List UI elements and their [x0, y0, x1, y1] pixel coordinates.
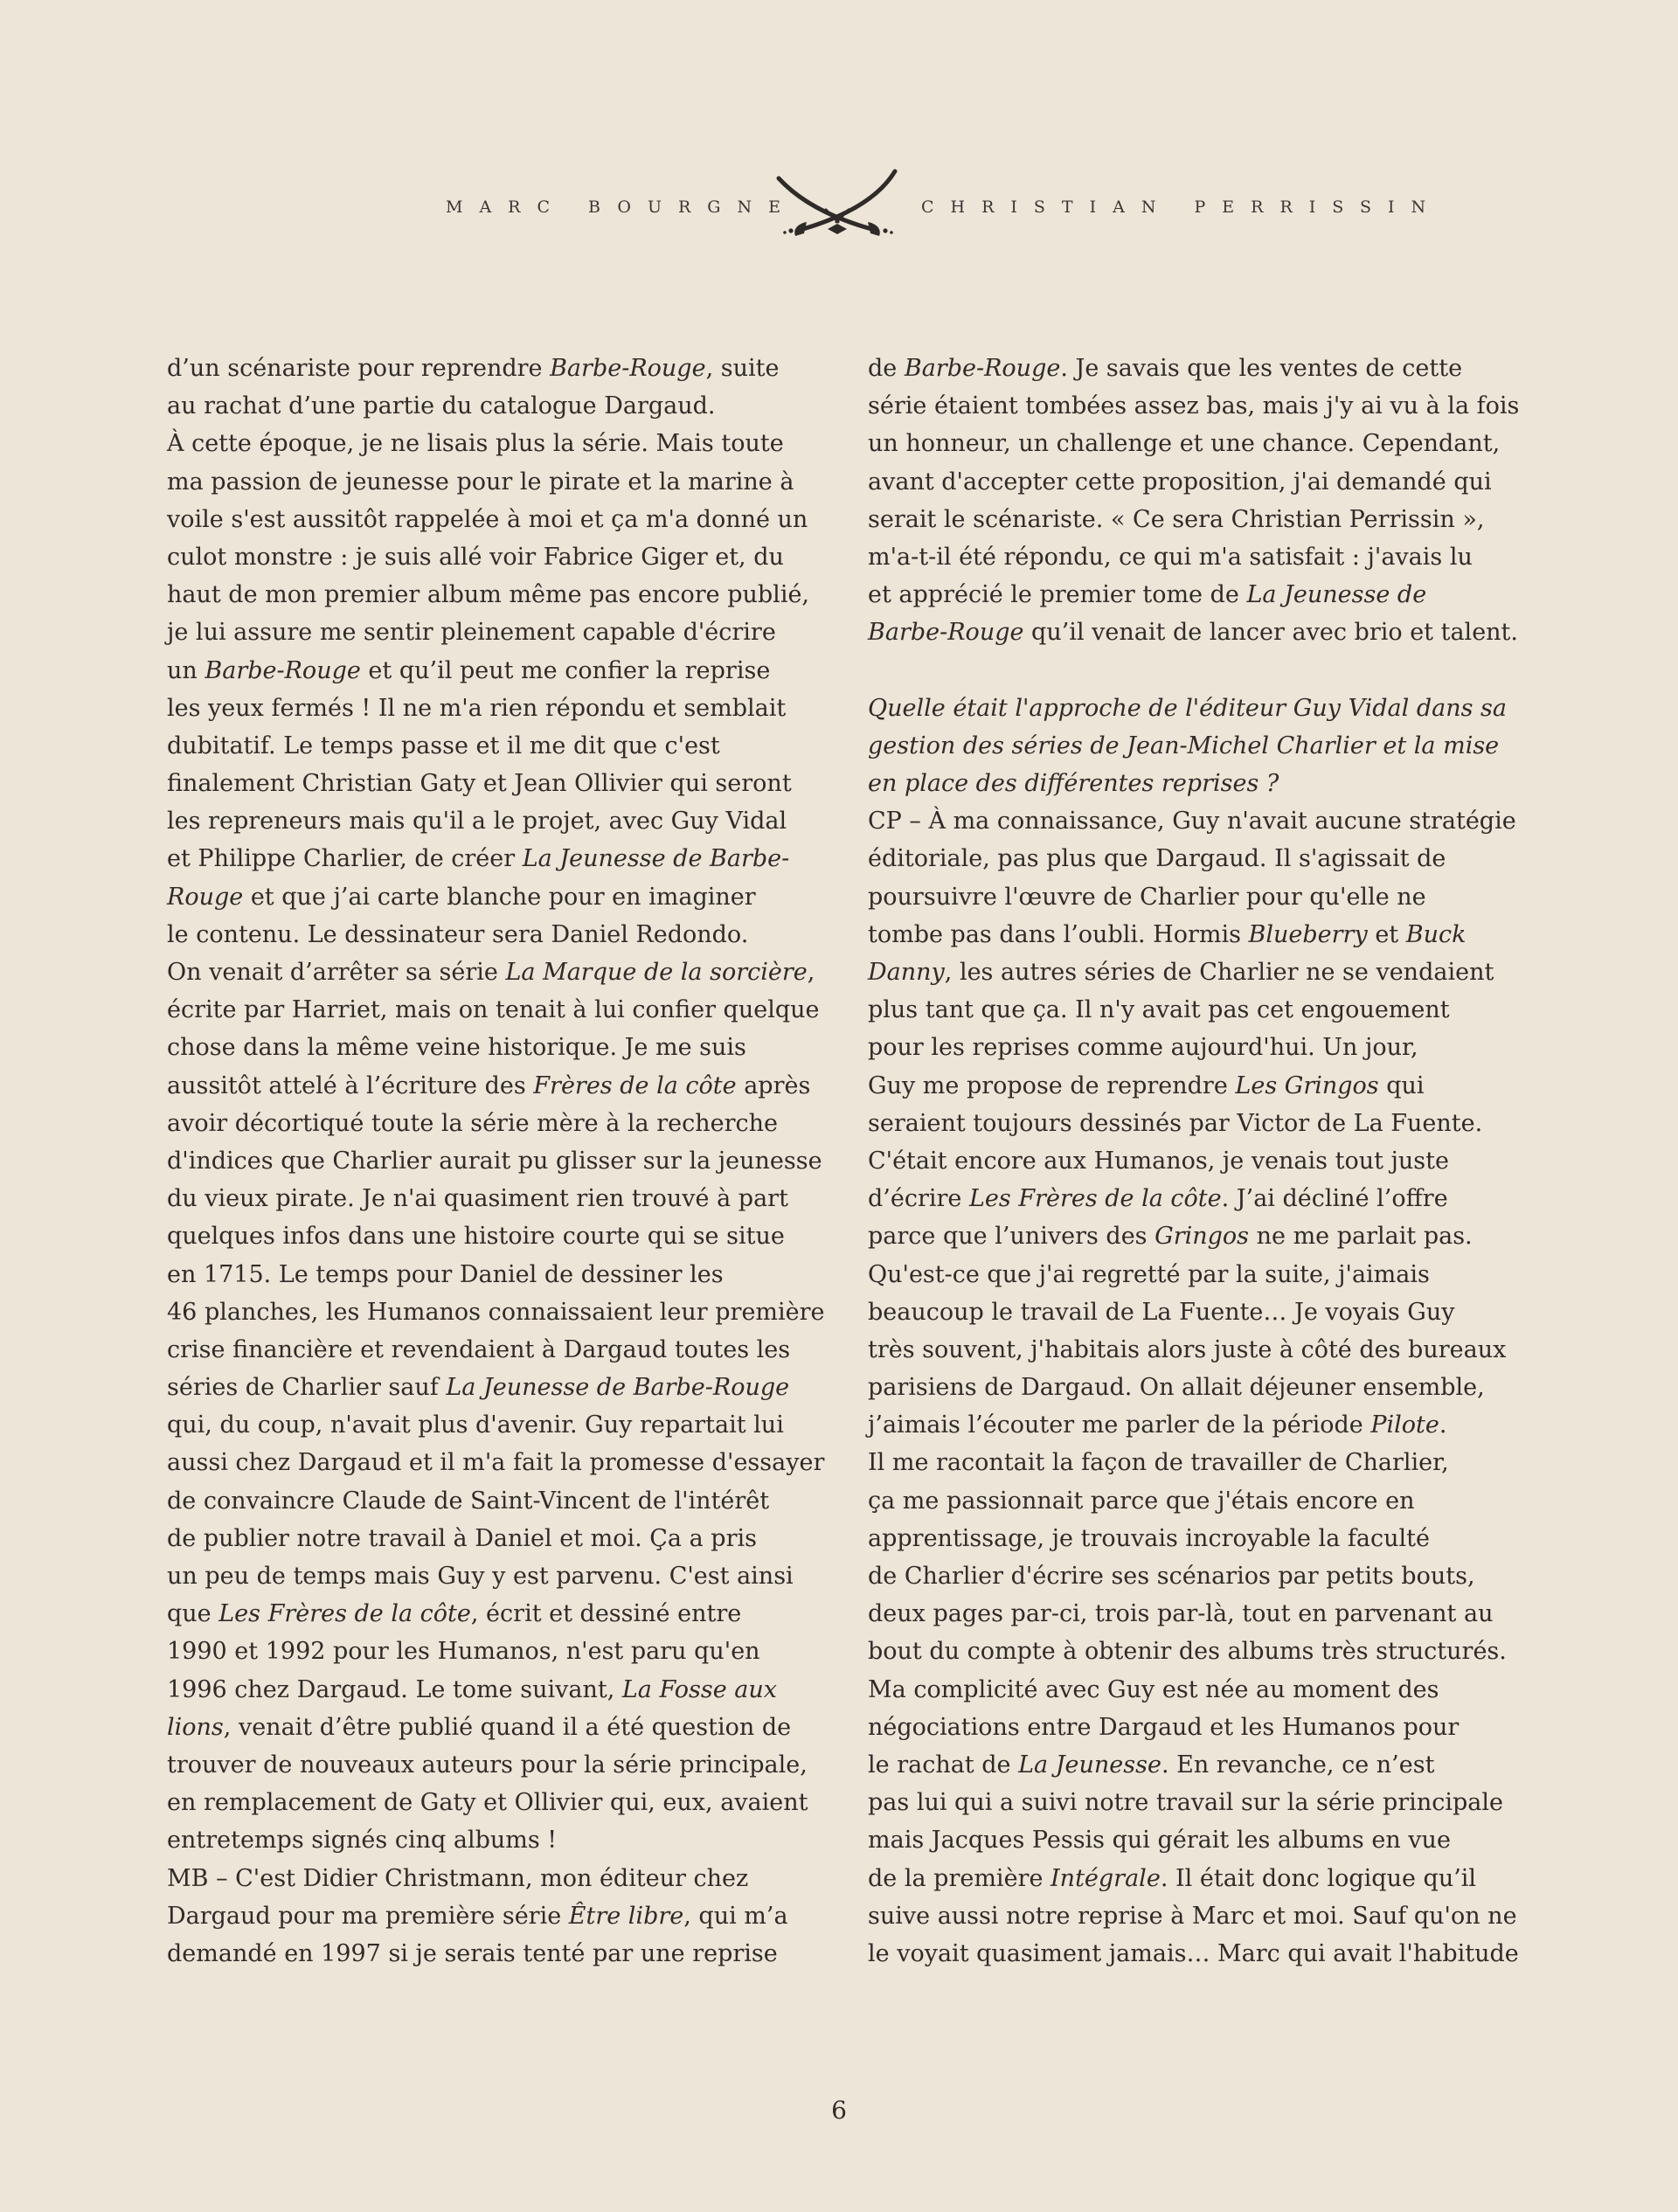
- text-line: mais Jacques Pessis qui gérait les albums en vue: [868, 1827, 1451, 1855]
- text-line: lions, venait d’être publié quand il a été question de: [167, 1713, 792, 1741]
- text-line: aussi chez Dargaud et il m'a fait la promesse d'essayer: [167, 1449, 825, 1477]
- text-line: Dargaud pour ma première série Être libre, qui m’a: [167, 1902, 788, 1930]
- text-line: en 1715. Le temps pour Daniel de dessiner les: [167, 1260, 724, 1288]
- text-line: ma passion de jeunesse pour le pirate et la marine à: [167, 468, 794, 496]
- text-line: m'a-t-il été répondu, ce qui m'a satisfait : j'avais lu: [868, 543, 1473, 571]
- text-line: d’écrire Les Frères de la côte. J’ai décliné l’offre: [868, 1185, 1448, 1213]
- interview-question: Quelle était l'approche de l'éditeur Guy Vidal dans sa: [868, 694, 1508, 722]
- text-line: deux pages par-ci, trois par-là, tout en parvenant au: [868, 1600, 1494, 1628]
- text-line: très souvent, j'habitais alors juste à côté des bureaux: [868, 1335, 1507, 1363]
- text-line: beaucoup le travail de La Fuente… Je voyais Guy: [868, 1298, 1455, 1326]
- text-line: je lui assure me sentir pleinement capable d'écrire: [167, 619, 776, 647]
- text-line: Guy me propose de reprendre Les Gringos qui: [868, 1071, 1425, 1099]
- text-line: un Barbe-Rouge et qu’il peut me confier la reprise: [167, 656, 771, 684]
- text-line: éditoriale, pas plus que Dargaud. Il s'agissait de: [868, 845, 1446, 873]
- text-line: parce que l’univers des Gringos ne me parlait pas.: [868, 1223, 1473, 1251]
- text-line: le voyait quasiment jamais… Marc qui avait l'habitude: [868, 1939, 1519, 1967]
- text-line: suive aussi notre reprise à Marc et moi. Sauf qu'on ne: [868, 1902, 1517, 1930]
- crossed-sabres-icon: [773, 166, 900, 240]
- text-line: haut de mon premier album même pas encore publié,: [167, 581, 810, 609]
- text-line: Danny, les autres séries de Charlier ne se vendaient: [868, 959, 1494, 986]
- interview-question: gestion des séries de Jean-Michel Charlier et la mise: [868, 732, 1500, 759]
- text-line: finalement Christian Gaty et Jean Ollivier qui seront: [167, 770, 792, 798]
- text-line: pour les reprises comme aujourd'hui. Un jour,: [868, 1034, 1418, 1062]
- text-line: C'était encore aux Humanos, je venais tout juste: [868, 1147, 1449, 1175]
- text-line: apprentissage, je trouvais incroyable la faculté: [868, 1524, 1430, 1552]
- text-line: du vieux pirate. Je n'ai quasiment rien trouvé à part: [167, 1185, 788, 1213]
- text-line: 1996 chez Dargaud. Le tome suivant, La Fosse aux: [167, 1675, 777, 1703]
- text-line: 46 planches, les Humanos connaissaient leur première: [167, 1298, 825, 1326]
- text-line: serait le scénariste. « Ce sera Christian Perrissin »,: [868, 505, 1485, 533]
- text-column-right: [868, 350, 1541, 1973]
- text-line: Rouge et que j’ai carte blanche pour en imaginer: [167, 883, 756, 911]
- text-line: de Charlier d'écrire ses scénarios par petits bouts,: [868, 1563, 1475, 1590]
- text-line: Ma complicité avec Guy est née au moment des: [868, 1675, 1439, 1703]
- text-line: crise financière et revendaient à Dargaud toutes les: [167, 1335, 791, 1363]
- text-line: le contenu. Le dessinateur sera Daniel Redondo.: [167, 920, 749, 948]
- text-line: On venait d’arrêter sa série La Marque de la sorcière,: [167, 959, 815, 986]
- text-line: bout du compte à obtenir des albums très structurés.: [868, 1638, 1507, 1666]
- text-line: avoir décortiqué toute la série mère à la recherche: [167, 1109, 778, 1137]
- text-line: au rachat d’une partie du catalogue Dargaud.: [167, 392, 716, 420]
- running-header: [0, 166, 1678, 245]
- text-line: parisiens de Dargaud. On allait déjeuner ensemble,: [868, 1374, 1485, 1402]
- text-line: chose dans la même veine historique. Je me suis: [167, 1034, 746, 1062]
- text-line: et apprécié le premier tome de La Jeunesse de: [868, 581, 1427, 609]
- text-line: trouver de nouveaux auteurs pour la série principale,: [167, 1751, 808, 1779]
- text-line: entretemps signés cinq albums !: [167, 1827, 558, 1855]
- text-line: série étaient tombées assez bas, mais j'y ai vu à la fois: [868, 392, 1520, 420]
- text-line: poursuivre l'œuvre de Charlier pour qu'elle ne: [868, 883, 1426, 911]
- text-line: 1990 et 1992 pour les Humanos, n'est paru qu'en: [167, 1638, 760, 1666]
- text-line: Il me racontait la façon de travailler de Charlier,: [868, 1449, 1449, 1477]
- text-line: d'indices que Charlier aurait pu glisser sur la jeunesse: [167, 1147, 822, 1175]
- paragraph-spacer: [868, 652, 1541, 690]
- text-line: CP – À ma connaissance, Guy n'avait aucune stratégie: [868, 808, 1516, 836]
- text-line: que Les Frères de la côte, écrit et dessiné entre: [167, 1600, 742, 1628]
- text-line: À cette époque, je ne lisais plus la série. Mais toute: [167, 430, 784, 458]
- text-line: MB – C'est Didier Christmann, mon éditeur chez: [167, 1864, 749, 1892]
- text-line: le rachat de La Jeunesse. En revanche, ce n’est: [868, 1751, 1435, 1779]
- text-line: un honneur, un challenge et une chance. Cependant,: [868, 430, 1501, 458]
- text-line: un peu de temps mais Guy y est parvenu. C'est ainsi: [167, 1563, 794, 1590]
- text-line: culot monstre : je suis allé voir Fabrice Giger et, du: [167, 543, 784, 571]
- text-line: j’aimais l’écouter me parler de la période Pilote.: [868, 1411, 1447, 1439]
- text-line: et Philippe Charlier, de créer La Jeunesse de Barbe-: [167, 845, 790, 873]
- text-line: quelques infos dans une histoire courte qui se situe: [167, 1223, 785, 1251]
- text-line: d’un scénariste pour reprendre Barbe-Rouge, suite: [167, 355, 780, 382]
- text-line: ça me passionnait parce que j'étais encore en: [868, 1487, 1415, 1515]
- text-line: plus tant que ça. Il n'y avait pas cet engouement: [868, 996, 1450, 1024]
- text-line: séries de Charlier sauf La Jeunesse de Barbe-Rouge: [167, 1374, 790, 1402]
- text-column-left: [167, 350, 840, 1973]
- text-line: Qu'est-ce que j'ai regretté par la suite, j'aimais: [868, 1260, 1430, 1288]
- text-line: qui, du coup, n'avait plus d'avenir. Guy repartait lui: [167, 1411, 784, 1439]
- text-line: les yeux fermés ! Il ne m'a rien répondu et semblait: [167, 694, 787, 722]
- text-line: en remplacement de Gaty et Ollivier qui, eux, avaient: [167, 1789, 808, 1817]
- page-number: 6: [831, 2096, 847, 2125]
- text-line: de la première Intégrale. Il était donc logique qu’il: [868, 1864, 1477, 1892]
- text-line: les repreneurs mais qu'il a le projet, avec Guy Vidal: [167, 808, 787, 836]
- text-line: avant d'accepter cette proposition, j'ai demandé qui: [868, 468, 1492, 496]
- text-line: de publier notre travail à Daniel et moi. Ça a pris: [167, 1524, 757, 1552]
- author-marc-bourgne: MARC BOURGNE: [446, 198, 797, 217]
- text-line: négociations entre Dargaud et les Humanos pour: [868, 1713, 1460, 1741]
- text-line: Barbe-Rouge qu’il venait de lancer avec brio et talent.: [868, 619, 1518, 647]
- text-line: dubitatif. Le temps passe et il me dit que c'est: [167, 732, 720, 759]
- text-line: seraient toujours dessinés par Victor de La Fuente.: [868, 1109, 1483, 1137]
- text-line: écrite par Harriet, mais on tenait à lui confier quelque: [167, 996, 820, 1024]
- text-line: de convaincre Claude de Saint-Vincent de l'intérêt: [167, 1487, 770, 1515]
- text-line: demandé en 1997 si je serais tenté par une reprise: [167, 1939, 778, 1967]
- text-line: aussitôt attelé à l’écriture des Frères de la côte après: [167, 1071, 811, 1099]
- interview-question: en place des différentes reprises ?: [868, 770, 1279, 798]
- author-christian-perrissin: CHRISTIAN PERRISSIN: [921, 198, 1443, 217]
- text-line: pas lui qui a suivi notre travail sur la série principale: [868, 1789, 1503, 1817]
- text-line: de Barbe-Rouge. Je savais que les ventes de cette: [868, 355, 1463, 382]
- text-line: tombe pas dans l’oubli. Hormis Blueberry et Buck: [868, 920, 1467, 948]
- text-line: voile s'est aussitôt rappelée à moi et ça m'a donné un: [167, 505, 808, 533]
